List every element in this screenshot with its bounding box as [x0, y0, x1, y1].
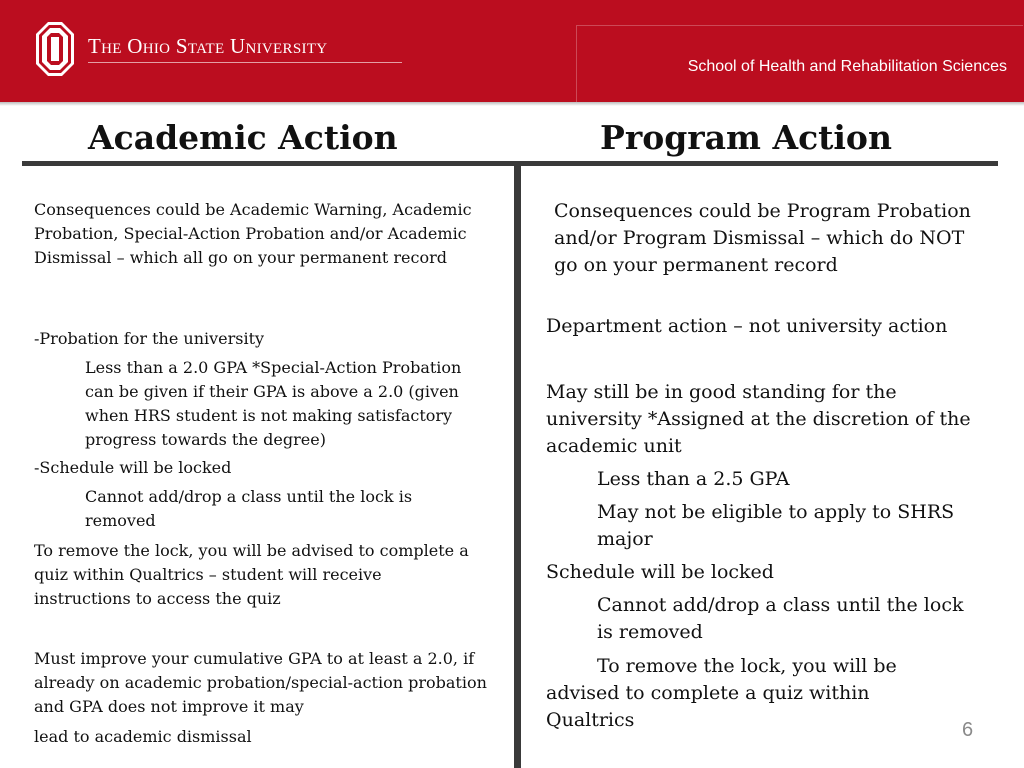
program-gpa-text: Less than a 2.5 GPA	[597, 468, 790, 490]
schedule-locked-detail: Cannot add/drop a class until the lock is removed	[85, 487, 413, 530]
program-schedule-heading: Schedule will be locked	[546, 561, 774, 583]
academic-action-title: Academic Action	[88, 118, 398, 157]
improve-gpa-text: Must improve your cumulative GPA to at least a 2.0, if already on academic probation/special-action probation and GPA does not improve it may	[34, 649, 487, 716]
school-name: School of Health and Rehabilitation Sciences	[687, 58, 1007, 75]
program-remove-lock-first: To remove the lock, you will be	[597, 655, 897, 677]
school-panel	[576, 25, 1023, 102]
program-action-title: Program Action	[600, 118, 892, 157]
page-number: 6	[962, 719, 974, 741]
department-action-text: Department action – not university action	[546, 315, 948, 337]
column-divider	[514, 166, 521, 768]
improve-gpa-text-end: lead to academic dismissal	[34, 727, 252, 746]
program-remove-lock-rest: advised to complete a quiz within Qualtrics	[546, 682, 870, 731]
header-shadow	[0, 102, 1024, 106]
university-name: The Ohio State University	[88, 34, 328, 58]
schedule-locked-heading: -Schedule will be locked	[34, 458, 232, 477]
block-o-icon	[36, 22, 74, 76]
program-schedule-detail: Cannot add/drop a class until the lock is removed	[597, 594, 964, 643]
probation-heading: -Probation for the university	[34, 329, 265, 348]
program-consequences-text: Consequences could be Program Probation and/or Program Dismissal – which do NOT go on your permanent record	[554, 200, 971, 276]
probation-detail: Less than a 2.0 GPA *Special-Action Probation can be given if their GPA is above a 2.0 (given when HRS student is not making satisfactory progress towards the degree)	[85, 358, 462, 449]
good-standing-text: May still be in good standing for the university *Assigned at the discretion of the academic unit	[546, 381, 971, 457]
remove-lock-text: To remove the lock, you will be advised to complete a quiz within Qualtrics – student will receive instructions to access the quiz	[34, 541, 469, 608]
academic-consequences-text: Consequences could be Academic Warning, Academic Probation, Special-Action Probation and/or Academic Dismissal – which all go on your permanent record	[34, 200, 472, 267]
eligibility-text: May not be eligible to apply to SHRS major	[597, 501, 955, 550]
university-name-underline	[88, 62, 402, 63]
title-divider	[22, 161, 998, 166]
